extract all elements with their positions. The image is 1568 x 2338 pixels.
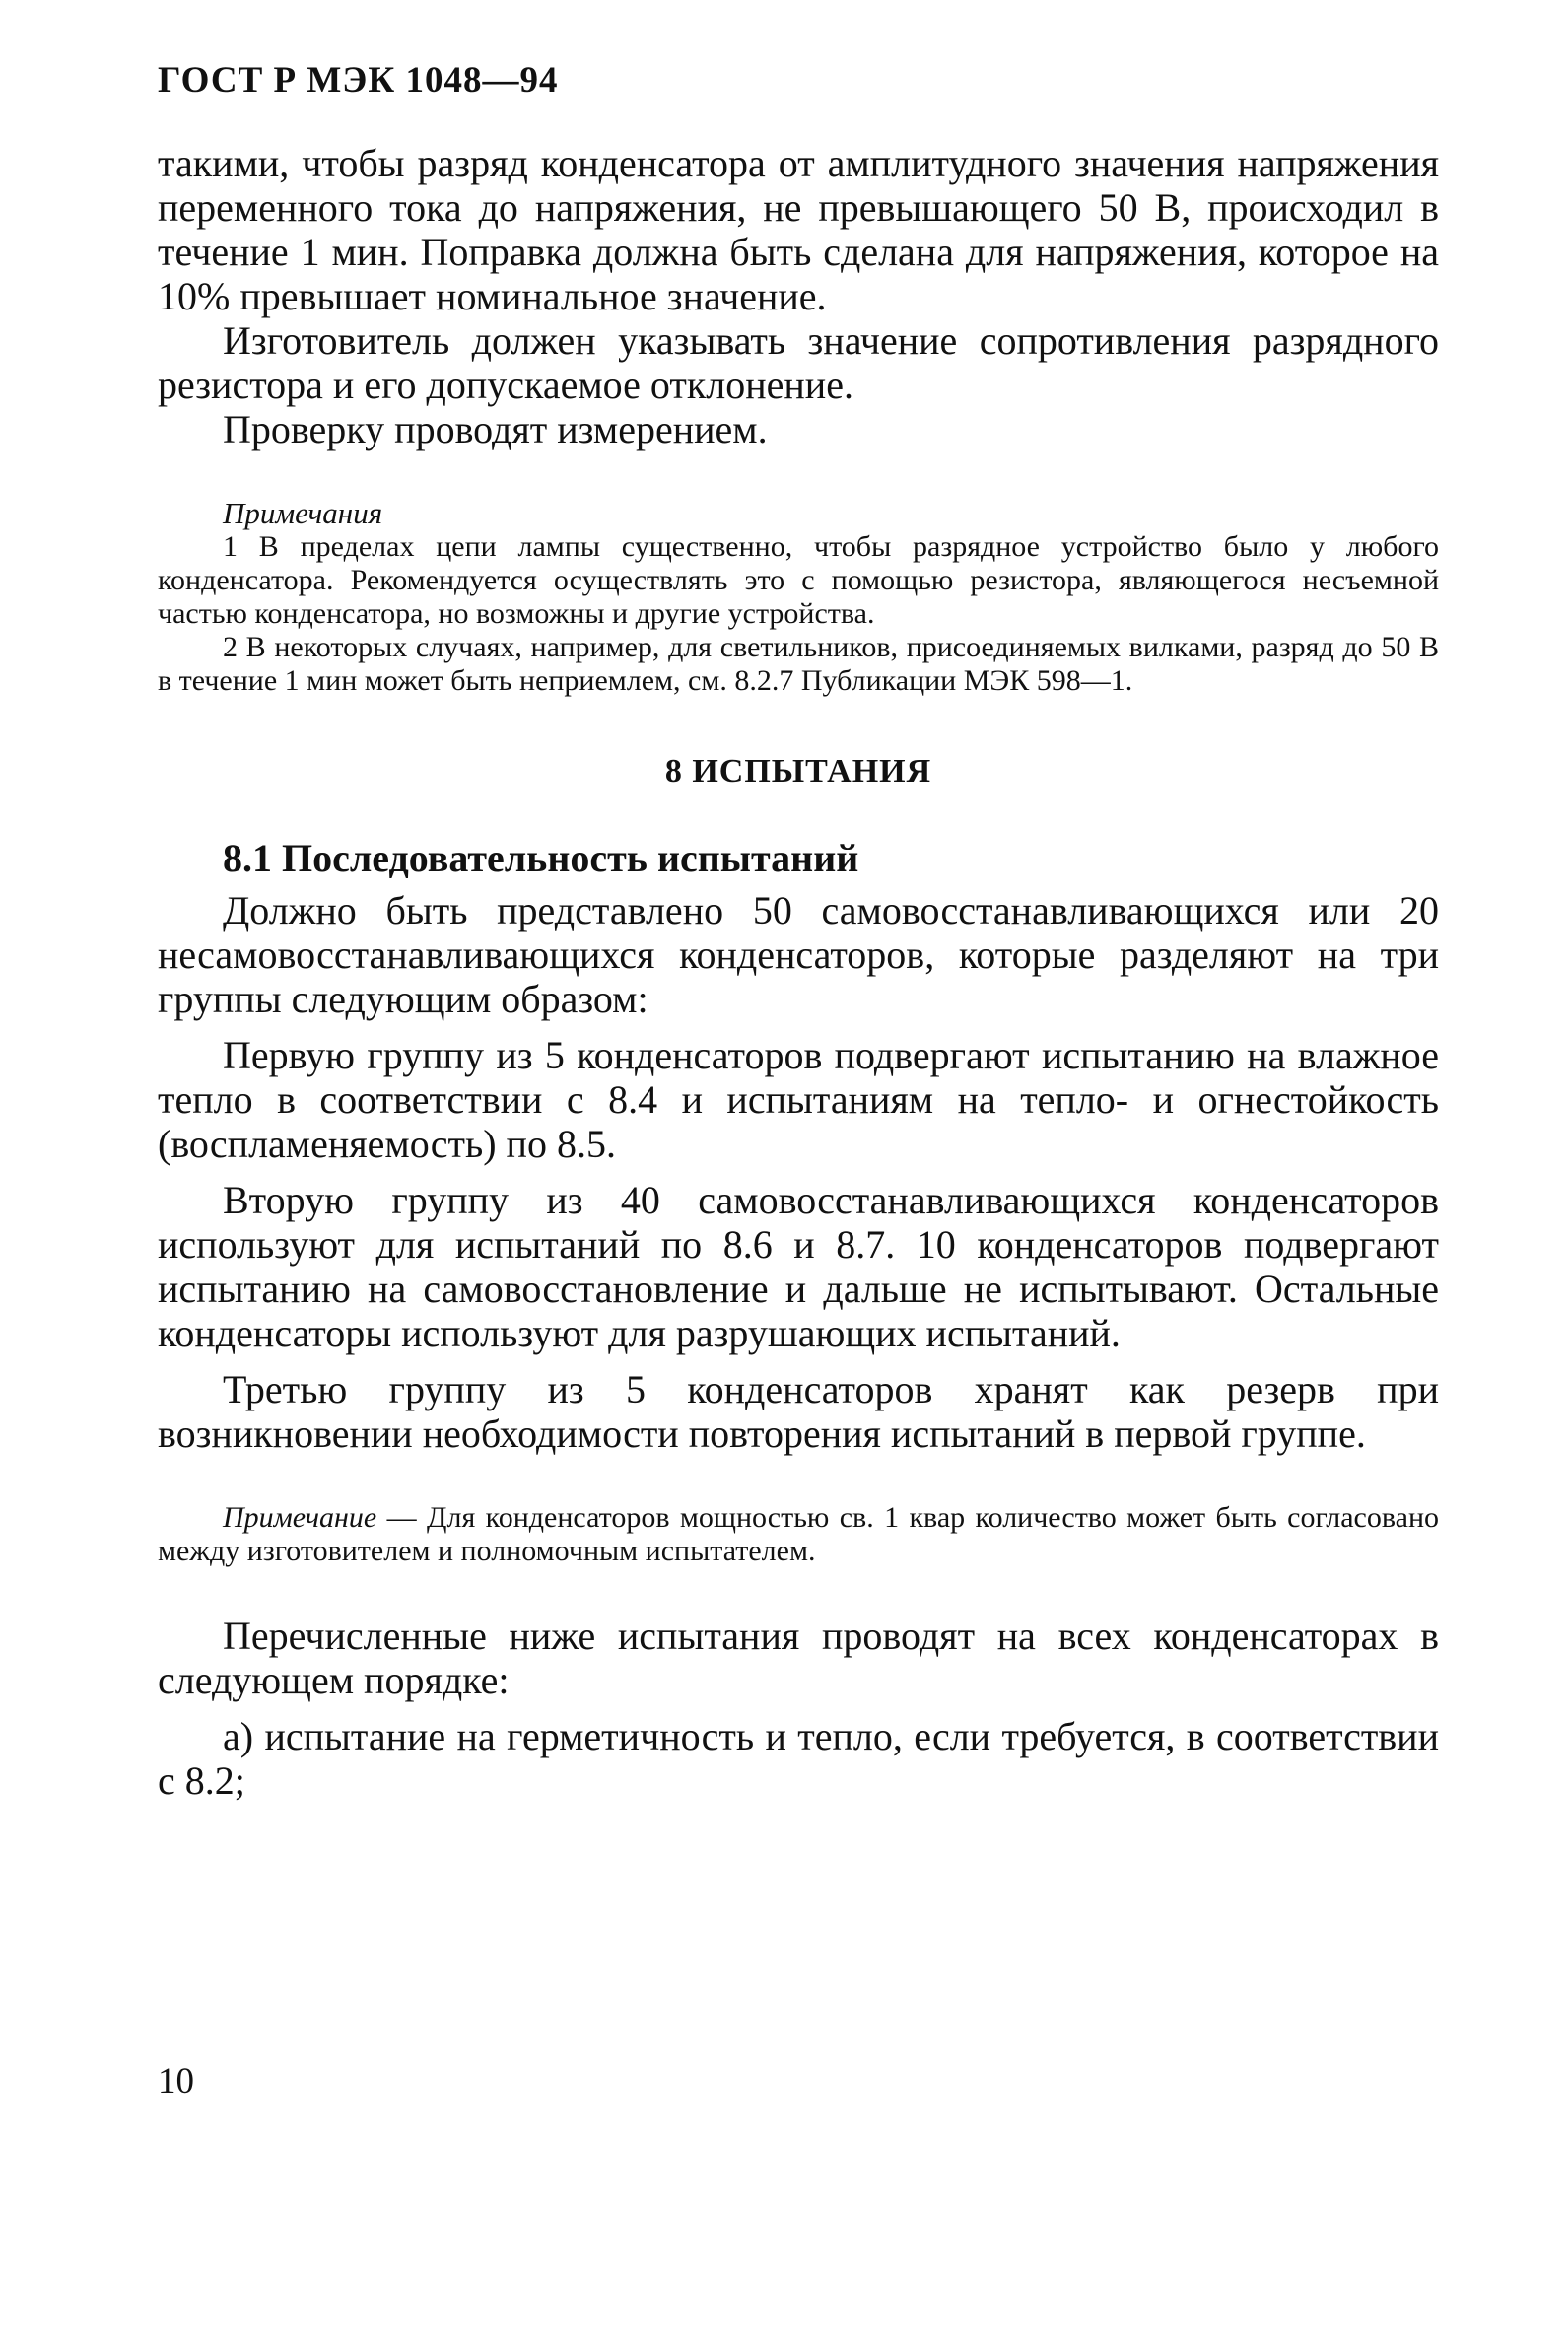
note-item-1: 1 В пределах цепи лампы существенно, чтобы разрядное устройство было у любого конденсатора. Рекомендуется осуществлять это с помощью резистора, являющегося несъемной частью конденсатора, но возможны и другие устройства.	[158, 530, 1439, 630]
list-item-a: а) испытание на герметичность и тепло, если требуется, в соответствии с 8.2;	[158, 1714, 1439, 1803]
paragraph-third-group: Третью группу из 5 конденсаторов хранят как резерв при возникновении необходимости повторения испытаний в первой группе.	[158, 1367, 1439, 1456]
paragraph-test-order: Перечисленные ниже испытания проводят на всех конденсаторах в следующем порядке:	[158, 1614, 1439, 1702]
section-note-label: Примечание	[223, 1501, 377, 1534]
paragraph-continuation: такими, чтобы разряд конденсатора от амплитудного значения напряжения переменного тока до напряжения, не превышающего 50 В, происходил в течение 1 мин. Поправка должна быть сделана для напряжения, которое на 10% превышает номинальное значение.	[158, 141, 1439, 318]
notes-title: Примечания	[223, 496, 383, 530]
note-item-2: 2 В некоторых случаях, например, для светильников, присоединяемых вилками, разряд до 50 В в течение 1 мин может быть неприемлем, см. 8.2.7 Публикации МЭК 598—1.	[158, 631, 1439, 697]
paragraph-verification: Проверку проводят измерением.	[223, 407, 768, 451]
paragraph-manufacturer: Изготовитель должен указывать значение сопротивления разрядного резистора и его допускаемое отклонение.	[158, 318, 1439, 407]
paragraph-sample-count: Должно быть представлено 50 самовосстанавливающихся или 20 несамовосстанавливающихся конденсаторов, которые разделяют на три группы следующим образом:	[158, 888, 1439, 1021]
section-note	[158, 1501, 1439, 1568]
section-note-text: — Для конденсаторов мощностью св. 1 квар количество может быть согласовано между изготовителем и полномочным испытателем.	[158, 1501, 1439, 1567]
document-header: ГОСТ Р МЭК 1048—94	[158, 60, 559, 101]
subsection-heading: 8.1 Последовательность испытаний	[223, 836, 859, 880]
paragraph-first-group: Первую группу из 5 конденсаторов подвергают испытанию на влажное тепло в соответствии с 8.4 и испытаниям на тепло- и огнестойкость (воспламеняемость) по 8.5.	[158, 1033, 1439, 1166]
paragraph-second-group: Вторую группу из 40 самовосстанавливающихся конденсаторов используют для испытаний по 8.6 и 8.7. 10 конденсаторов подвергают испытанию на самовосстановление и дальше не испытывают. Остальные конденсаторы используют для разрушающих испытаний.	[158, 1178, 1439, 1355]
section-heading: 8 ИСПЫТАНИЯ	[664, 753, 932, 790]
document-page	[158, 59, 1439, 1803]
page-number: 10	[158, 2061, 194, 2101]
